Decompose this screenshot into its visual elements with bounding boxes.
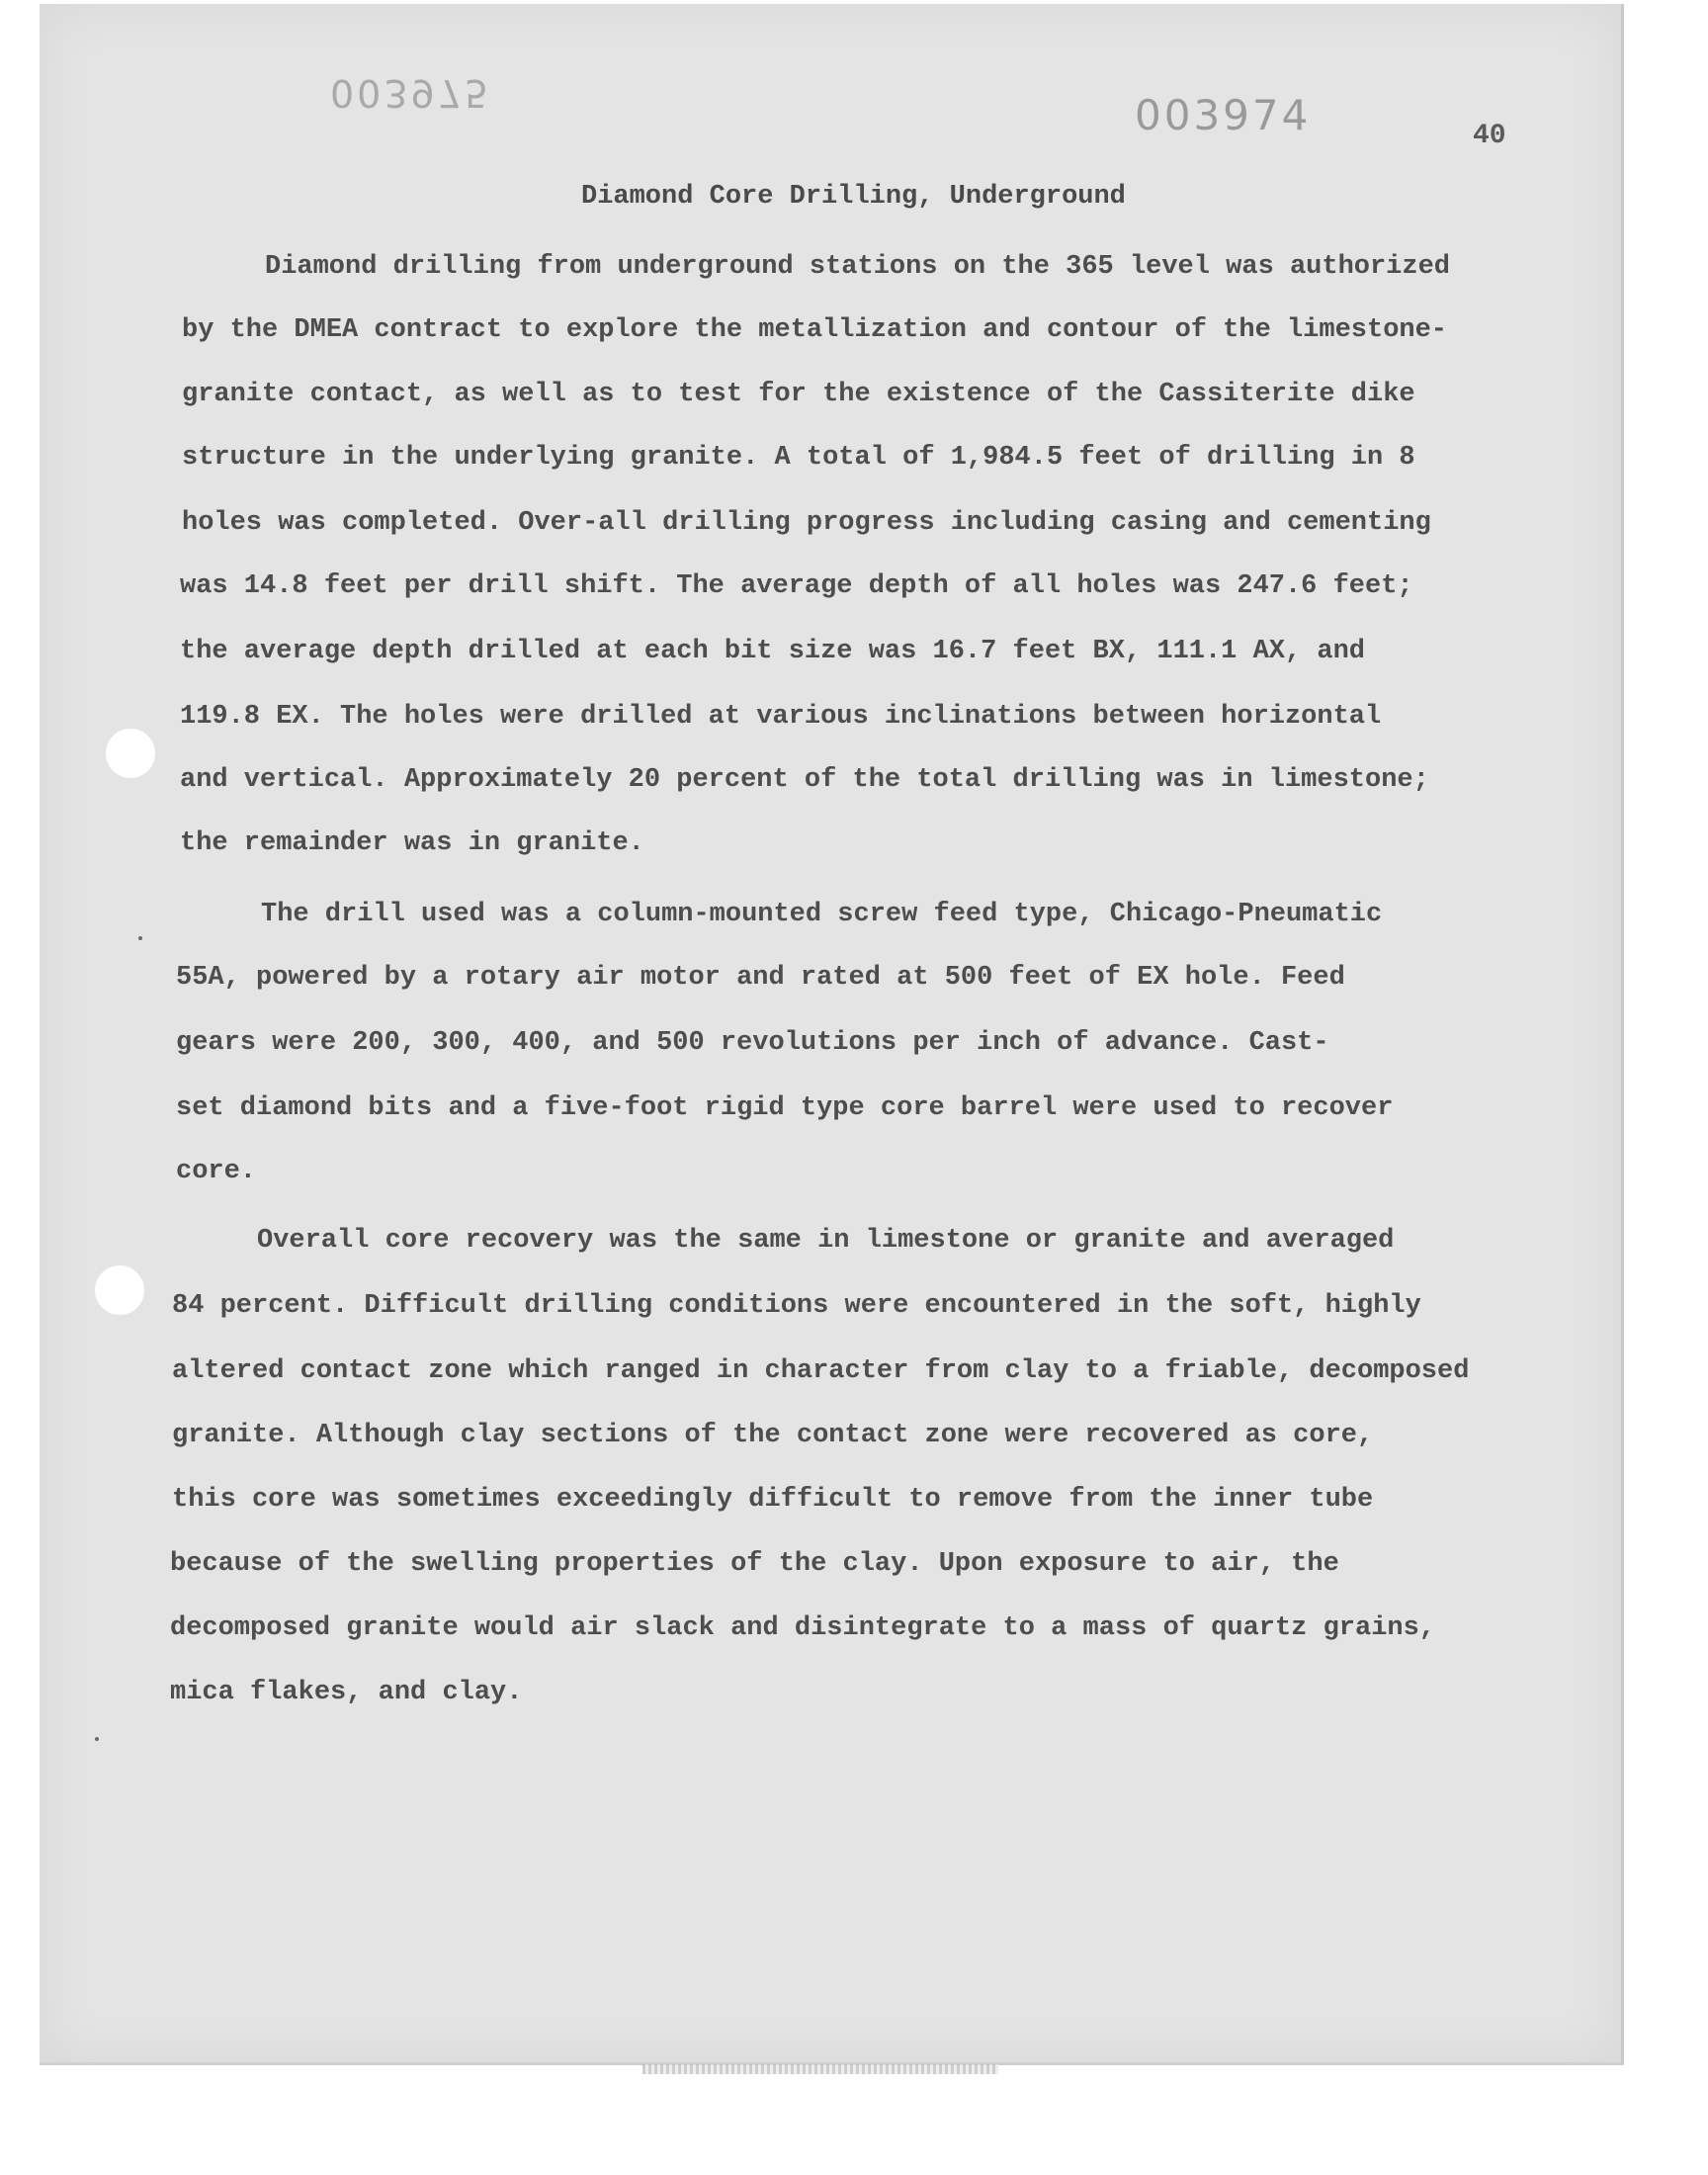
text-line: decomposed granite would air slack and disintegrate to a mass of quartz grains, xyxy=(170,1613,1436,1643)
text-line: the average depth drilled at each bit size was 16.7 feet BX, 111.1 AX, and xyxy=(180,637,1365,666)
text-line: 119.8 EX. The holes were drilled at various inclinations between horizontal xyxy=(180,702,1382,732)
text-line: core. xyxy=(176,1157,257,1186)
bleed-through-stamp: 003975 xyxy=(330,71,492,115)
speck xyxy=(138,936,142,940)
text-line: was 14.8 feet per drill shift. The average depth of all holes was 247.6 feet; xyxy=(180,571,1413,601)
punch-hole-upper xyxy=(106,729,155,778)
scan-edge-artifact xyxy=(642,2064,998,2074)
text-line: mica flakes, and clay. xyxy=(170,1678,523,1707)
text-line: Overall core recovery was the same in limestone or granite and averaged xyxy=(257,1226,1395,1256)
text-line: granite. Although clay sections of the contact zone were recovered as core, xyxy=(172,1421,1374,1450)
section-heading: Diamond Core Drilling, Underground xyxy=(581,182,1126,212)
document-number-stamp: 003974 xyxy=(1135,91,1312,139)
text-line: gears were 200, 300, 400, and 500 revolutions per inch of advance. Cast- xyxy=(176,1028,1329,1058)
text-line: holes was completed. Over-all drilling progress including casing and cementing xyxy=(182,508,1431,538)
speck xyxy=(95,1737,99,1741)
text-line: Diamond drilling from underground stations on the 365 level was authorized xyxy=(265,252,1450,282)
text-line: granite contact, as well as to test for the existence of the Cassiterite dike xyxy=(182,380,1415,409)
text-line: this core was sometimes exceedingly difficult to remove from the inner tube xyxy=(172,1485,1374,1515)
text-line: and vertical. Approximately 20 percent of the total drilling was in limestone; xyxy=(180,765,1429,795)
text-line: The drill used was a column-mounted screw feed type, Chicago-Pneumatic xyxy=(261,900,1383,929)
text-line: structure in the underlying granite. A total of 1,984.5 feet of drilling in 8 xyxy=(182,443,1415,473)
text-line: set diamond bits and a five-foot rigid type core barrel were used to recover xyxy=(176,1093,1394,1123)
text-line: 55A, powered by a rotary air motor and rated at 500 feet of EX hole. Feed xyxy=(176,963,1345,993)
punch-hole-lower xyxy=(95,1265,144,1315)
text-line: 84 percent. Difficult drilling conditions were encountered in the soft, highly xyxy=(172,1291,1421,1321)
text-line: altered contact zone which ranged in character from clay to a friable, decomposed xyxy=(172,1356,1470,1386)
text-line: the remainder was in granite. xyxy=(180,828,644,858)
text-line: by the DMEA contract to explore the metallization and contour of the limestone- xyxy=(182,315,1448,345)
text-line: because of the swelling properties of the clay. Upon exposure to air, the xyxy=(170,1549,1339,1579)
page-number: 40 xyxy=(1473,121,1506,151)
